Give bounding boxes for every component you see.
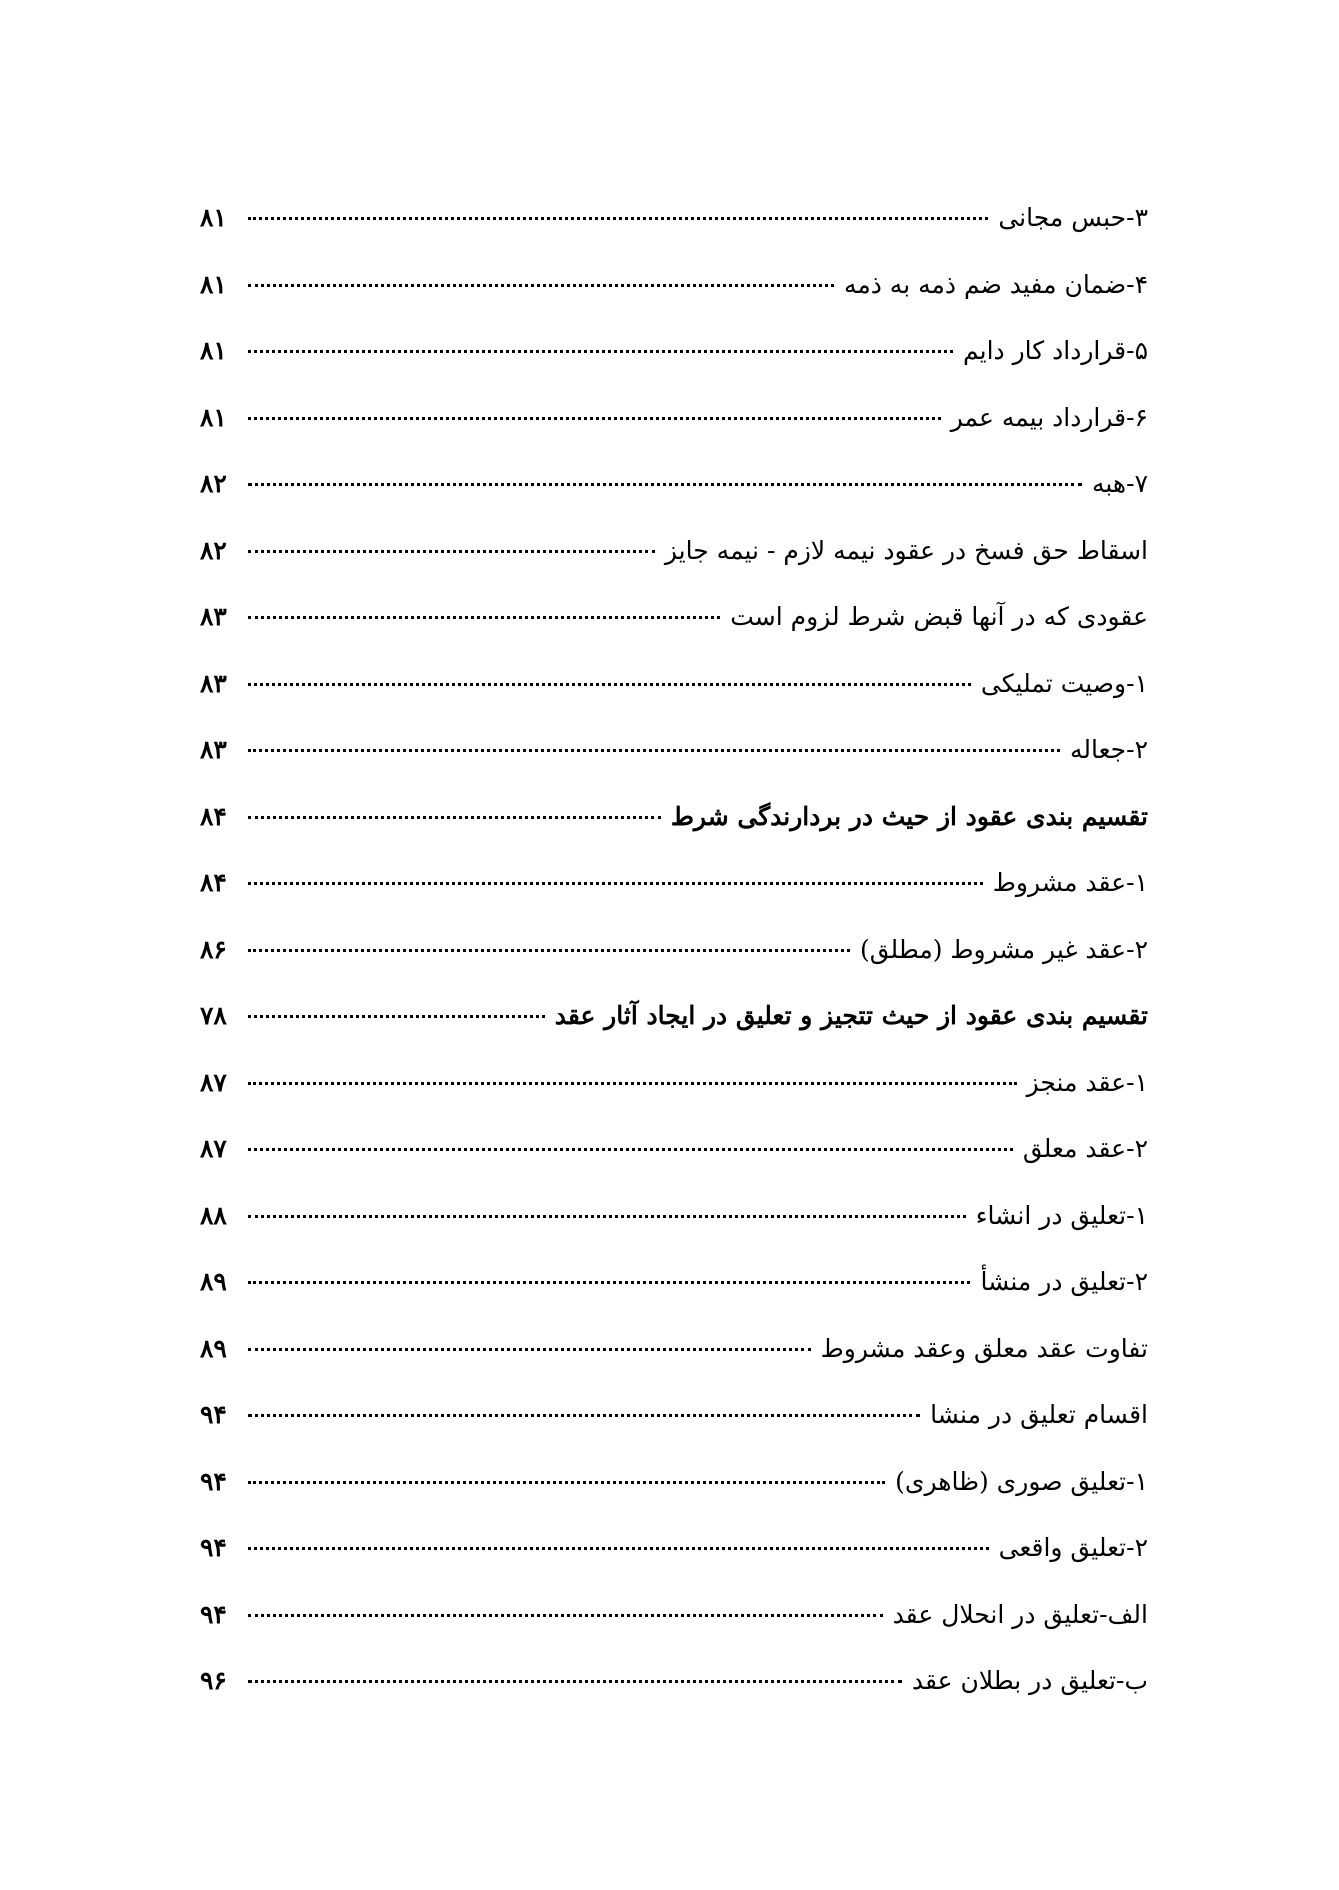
toc-entry [200, 651, 1148, 718]
toc-page-number: ۸۳ [200, 602, 227, 631]
toc-entry [200, 1382, 1148, 1449]
toc-dot-leader [248, 1082, 1017, 1085]
toc-entry-title: تقسیم بندی عقود از حیث در بردارندگی شرط [670, 801, 1148, 831]
toc-dot-leader [248, 616, 720, 619]
toc-entry [200, 1183, 1148, 1250]
toc-page-number: ۹۴ [200, 1466, 227, 1496]
toc-entry-title: ۲-تعلیق واقعی [998, 1533, 1148, 1562]
toc-entry [200, 252, 1148, 319]
toc-dot-leader [248, 284, 834, 287]
toc-entry [200, 917, 1148, 984]
toc-entry-title: اسقاط حق فسخ در عقود نیمه لازم - نیمه جایز [664, 535, 1148, 565]
toc-page-number: ۸۹ [200, 1267, 227, 1296]
toc-entry-title: تفاوت عقد معلق وعقد مشروط [820, 1333, 1148, 1363]
toc-dot-leader [248, 1015, 545, 1018]
toc-entry [200, 451, 1148, 518]
toc-page-number: ۹۶ [200, 1666, 227, 1695]
toc-entry [200, 185, 1148, 252]
toc-dot-leader [248, 1414, 920, 1417]
toc-entry-title: اقسام تعلیق در منشا [930, 1400, 1148, 1429]
toc-entry [200, 717, 1148, 784]
toc-entry-title: ۱-وصیت تملیکی [980, 668, 1148, 698]
toc-dot-leader [248, 483, 1082, 486]
table-of-contents [200, 185, 1148, 1715]
toc-entry-title: الف-تعلیق در انحلال عقد [892, 1599, 1148, 1629]
toc-dot-leader [248, 1547, 989, 1550]
toc-dot-leader [248, 1281, 970, 1284]
toc-page-number: ۸۱ [200, 402, 227, 432]
toc-entry-title: ب-تعلیق در بطلان عقد [911, 1666, 1148, 1695]
toc-page-number: ۹۴ [200, 1599, 227, 1629]
toc-page-number: ۸۳ [200, 735, 227, 764]
toc-entry [200, 518, 1148, 585]
toc-page-number: ۸۶ [200, 934, 227, 964]
toc-section-heading [200, 784, 1148, 851]
toc-page-number: ۸۴ [200, 801, 227, 831]
toc-entry [200, 850, 1148, 917]
toc-dot-leader [248, 816, 661, 819]
toc-page-number: ۹۴ [200, 1533, 227, 1562]
toc-page-number: ۸۱ [200, 203, 227, 232]
toc-page-number: ۸۱ [200, 269, 227, 299]
toc-entry-title: ۴-ضمان مفید ضم ذمه به ذمه [843, 269, 1148, 299]
toc-dot-leader [248, 1148, 1013, 1151]
toc-entry-title: ۷-هبه [1091, 469, 1148, 498]
toc-entry-title: ۶-قرارداد بیمه عمر [950, 402, 1148, 432]
toc-page-number: ۹۴ [200, 1400, 227, 1429]
toc-dot-leader [248, 550, 655, 553]
toc-page-number: ۸۸ [200, 1200, 227, 1230]
toc-entry [200, 318, 1148, 385]
toc-page-number: ۸۹ [200, 1333, 227, 1363]
toc-page-number: ۷۸ [200, 1001, 227, 1030]
toc-entry-title: ۲-جعاله [1069, 735, 1148, 764]
toc-page-number: ۸۲ [200, 535, 227, 565]
toc-page-number: ۸۱ [200, 336, 227, 365]
toc-entry-title: ۳-حبس مجانی [998, 203, 1148, 232]
toc-entry [200, 1249, 1148, 1316]
toc-section-heading [200, 983, 1148, 1050]
toc-entry-title: ۱-عقد مشروط [992, 868, 1148, 897]
toc-dot-leader [248, 749, 1060, 752]
toc-entry-title: ۲-عقد غیر مشروط (مطلق) [859, 934, 1148, 964]
toc-dot-leader [248, 949, 850, 952]
toc-page-number: ۸۲ [200, 469, 227, 498]
toc-dot-leader [248, 350, 953, 353]
toc-entry-title: تقسیم بندی عقود از حیث تتجیز و تعلیق در ایجاد آثار عقد [554, 1001, 1148, 1030]
toc-dot-leader [248, 217, 988, 220]
toc-dot-leader [248, 417, 941, 420]
toc-entry [200, 385, 1148, 452]
toc-page-number: ۸۳ [200, 668, 227, 698]
toc-entry [200, 1050, 1148, 1117]
toc-entry [200, 1316, 1148, 1383]
toc-page-number: ۸۴ [200, 868, 227, 897]
toc-entry [200, 1648, 1148, 1715]
toc-dot-leader [248, 1348, 811, 1351]
toc-entry-title: ۱-تعلیق در انشاء [975, 1200, 1148, 1230]
toc-entry-title: ۲-عقد معلق [1022, 1134, 1148, 1163]
toc-entry [200, 1116, 1148, 1183]
toc-entry-title: ۱-تعلیق صوری (ظاهری) [895, 1466, 1148, 1496]
toc-entry [200, 1515, 1148, 1582]
toc-dot-leader [248, 1481, 885, 1484]
toc-dot-leader [248, 882, 983, 885]
toc-entry-title: عقودی که در آنها قبض شرط لزوم است [730, 602, 1148, 631]
toc-entry-title: ۱-عقد منجز [1026, 1067, 1148, 1097]
toc-page-number: ۸۷ [200, 1067, 227, 1097]
toc-entry-title: ۵-قرارداد کار دایم [962, 336, 1148, 365]
toc-dot-leader [248, 683, 971, 686]
toc-entry-title: ۲-تعلیق در منشأ [980, 1267, 1148, 1296]
toc-page-number: ۸۷ [200, 1134, 227, 1163]
toc-dot-leader [248, 1614, 883, 1617]
toc-dot-leader [248, 1215, 966, 1218]
toc-entry [200, 1449, 1148, 1516]
toc-dot-leader [248, 1680, 902, 1683]
toc-entry [200, 1582, 1148, 1649]
toc-entry [200, 584, 1148, 651]
